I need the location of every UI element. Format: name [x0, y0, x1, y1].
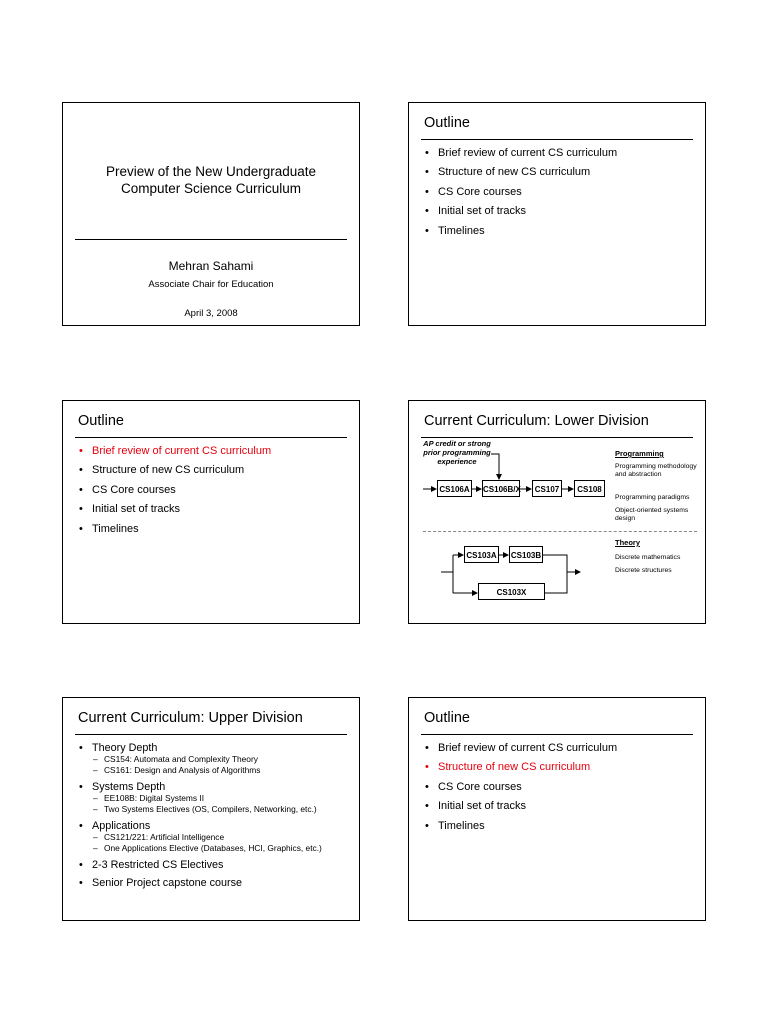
course-box-cs108: CS108: [574, 480, 605, 497]
programming-heading: Programming: [615, 449, 664, 458]
list-item: • Systems Depth: [79, 781, 322, 793]
programming-item: Programming paradigms: [615, 494, 690, 501]
list-item: • CS Core courses: [425, 781, 617, 793]
outline-list: [425, 742, 617, 839]
slide-title-text: Outline: [424, 710, 470, 726]
list-item: • Initial set of tracks: [425, 800, 617, 812]
list-item: • Structure of new CS curriculum: [425, 166, 617, 178]
list-item: • Timelines: [79, 523, 271, 535]
slide-title-text: Current Curriculum: Upper Division: [78, 710, 303, 726]
programming-item: Programming methodology and abstraction: [615, 463, 697, 478]
sub-item: – CS121/221: Artificial Intelligence: [79, 832, 322, 843]
presentation-date: April 3, 2008: [184, 308, 238, 319]
sub-item: – CS161: Design and Analysis of Algorithms: [79, 765, 322, 776]
course-box-cs103b: CS103B: [509, 546, 543, 563]
course-box-cs103a: CS103A: [464, 546, 499, 563]
author-name: Mehran Sahami: [168, 259, 254, 273]
list-item: • 2-3 Restricted CS Electives: [79, 859, 322, 871]
list-item: • CS Core courses: [425, 186, 617, 198]
title-rule: [421, 139, 693, 140]
theory-item: Discrete structures: [615, 567, 672, 574]
author-role: Associate Chair for Education: [148, 279, 274, 290]
list-item-active: • Structure of new CS curriculum: [425, 761, 617, 773]
slide-title-text: Current Curriculum: Lower Division: [424, 413, 649, 429]
slide-title-text: Outline: [424, 115, 470, 131]
section-divider: [423, 531, 697, 532]
ap-credit-note: AP credit or strong prior programming experience: [423, 439, 491, 466]
course-box-cs107: CS107: [532, 480, 562, 497]
list-item: • Timelines: [425, 225, 617, 237]
slide-title-text: Outline: [78, 413, 124, 429]
upper-division-list: [79, 742, 322, 889]
theory-heading: Theory: [615, 538, 641, 547]
list-item: • Initial set of tracks: [79, 503, 271, 515]
list-item: • Applications: [79, 820, 322, 832]
sub-item: – Two Systems Electives (OS, Compilers, Networking, etc.): [79, 804, 322, 815]
list-item: • Brief review of current CS curriculum: [425, 147, 617, 159]
list-item: • Senior Project capstone course: [79, 877, 322, 889]
title-rule: [75, 437, 347, 438]
slide-outline-3: [408, 697, 706, 921]
slide-title: [62, 102, 360, 326]
sub-item: – EE108B: Digital Systems II: [79, 793, 322, 804]
course-box-cs106a: CS106A: [437, 480, 472, 497]
slide-lower-division: [408, 400, 706, 624]
presentation-title: Preview of the New Undergraduate Computer Science Curriculum: [105, 164, 317, 196]
sub-item: – CS154: Automata and Complexity Theory: [79, 754, 322, 765]
list-item: • Timelines: [425, 820, 617, 832]
outline-list: [425, 147, 617, 244]
outline-list: [79, 445, 271, 542]
list-item: • Structure of new CS curriculum: [79, 464, 271, 476]
slide-upper-division: [62, 697, 360, 921]
slide-outline-1: [408, 102, 706, 326]
title-rule: [421, 734, 693, 735]
programming-item: Object-oriented systems design: [615, 507, 689, 522]
theory-item: Discrete mathematics: [615, 554, 681, 561]
course-box-cs103x: CS103X: [478, 583, 545, 600]
list-item: • Initial set of tracks: [425, 205, 617, 217]
list-item: • Brief review of current CS curriculum: [425, 742, 617, 754]
list-item: • Theory Depth: [79, 742, 322, 754]
list-item: • CS Core courses: [79, 484, 271, 496]
course-box-cs106bx: CS106B/X: [482, 480, 520, 497]
title-divider: [75, 239, 347, 240]
list-item-active: • Brief review of current CS curriculum: [79, 445, 271, 457]
title-rule: [75, 734, 347, 735]
slide-outline-2: [62, 400, 360, 624]
sub-item: – One Applications Elective (Databases, HCI, Graphics, etc.): [79, 843, 322, 854]
